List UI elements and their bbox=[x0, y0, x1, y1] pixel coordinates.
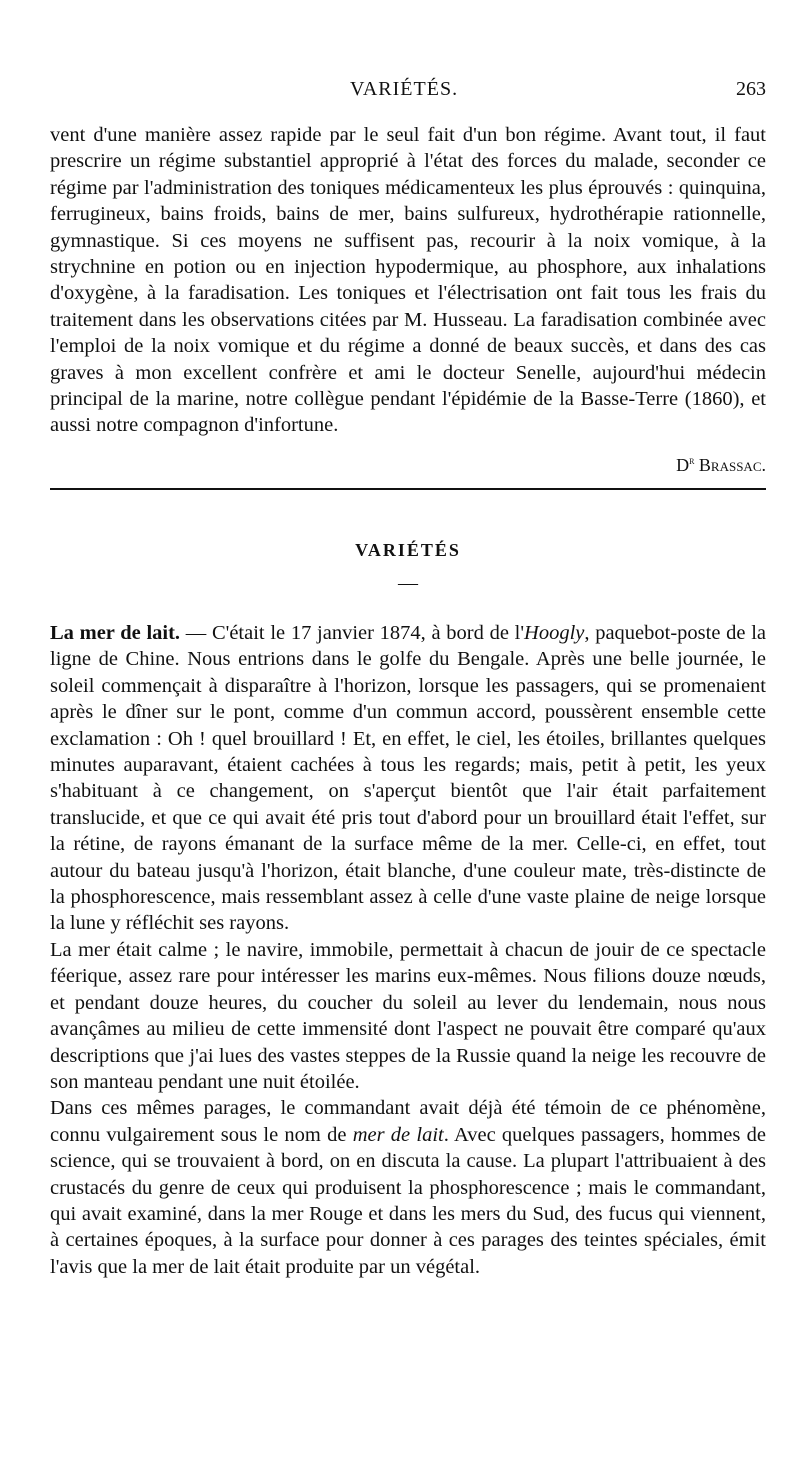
section-title: VARIÉTÉS bbox=[355, 540, 461, 560]
continued-paragraph bbox=[50, 122, 766, 439]
paragraph: vent d'une manière assez rapide par le seul fait d'un bon régime. Avant tout, il faut prescrire un régime substantiel approprié à l'état des forces du malade, seconder ce régime par l'administration des toniques médicamenteux les plus éprouvés : quinquina, ferrugineux, bains froids, bains de mer, bains sulfureux, hydrothérapie rationnelle, gymnastique. Si ces moyens ne suffisent pas, recourir à la noix vomique, à la strychnine en potion ou en injection hypodermique, au phosphore, aux inhalations d'oxygène, à la faradisation. Les toniques et l'électrisation ont fait tous les frais du traitement dans les observations citées par M. Husseau. La faradisation combinée avec l'emploi de la noix vomique et du régime a donné de beaux succès, et dans des cas graves à mon excellent confrère et ami le docteur Senelle, aujourd'hui médecin principal de la marine, notre collègue pendant l'épidémie de la Basse-Terre (1860), et aussi notre compagnon d'infortune. bbox=[50, 124, 766, 437]
article-paragraph-1: La mer de lait. — C'était le 17 janvier 1874, à bord de l'Hoogly, paquebot-poste de la ligne de Chine. Nous entrions dans le golfe du Bengale. Après une belle journée, le soleil commençait à disparaître à l'horizon, lorsque les passagers, qui se promenaient après le dîner sur le pont, comme d'un commun accord, poussèrent ensemble cette exclamation : Oh ! quel brouillard ! Et, en effet, le ciel, les étoiles, brillantes quelques minutes auparavant, étaient cachées à tous les regards; mais, petit à petit, les yeux s'habituant à ce changement, on s'aperçut bientôt que l'air était parfaitement translucide, et que ce qui avait été pris tout d'abord pour un brouillard était l'effet, sur la rétine, de rayons émanant de la surface même de la mer. Celle-ci, en effet, tout autour du bateau jusqu'à l'horizon, était blanche, d'une couleur mate, très-distincte de la phosphorescence, mais ressemblant assez à celle d'une vaste plaine de neige lorsque la lune y réfléchit ses rayons. bbox=[50, 622, 767, 935]
author-signature bbox=[676, 455, 766, 476]
article-body bbox=[50, 620, 766, 1280]
ship-name: Hoogly bbox=[524, 622, 585, 644]
signature-title: $D^r$ bbox=[676, 455, 695, 475]
article-paragraph-3: Dans ces mêmes parages, le commandant avait déjà été témoin de ce phénomène, connu vulgairement sous le nom de mer de lait. Avec quelques passagers, hommes de science, qui se trouvaient à bord, on en discuta la cause. La plupart l'attribuaient à des crustacés du genre de ceux qui produisent la phosphorescence ; mais le commandant, qui avait examiné, dans la mer Rouge et dans les mers du Sud, des fucus qui viennent, à certaines époques, à la surface pour donner à ces parages des teintes spéciales, émit l'avis que la mer de lait était produite par un végétal. bbox=[50, 1097, 766, 1278]
signature-name: Brassac. bbox=[698, 455, 766, 475]
page-number: 263 bbox=[736, 78, 766, 100]
phenomenon-name: mer de lait bbox=[352, 1123, 444, 1146]
section-divider bbox=[50, 488, 766, 490]
page-header bbox=[50, 78, 766, 108]
article-title: La mer de lait. bbox=[50, 622, 181, 644]
running-title: VARIÉTÉS. bbox=[350, 78, 459, 100]
section-dash: — bbox=[398, 572, 418, 594]
article-paragraph-2: La mer était calme ; le navire, immobile, permettait à chacun de jouir de ce spectacle féerique, assez rare pour intéresser les marins eux-mêmes. Nous filions douze nœuds, et pendant douze heures, du coucher du soleil au lever du lendemain, nous nous avançâmes au milieu de cette immensité dont l'aspect ne pouvait être comparé qu'aux descriptions que j'ai lues des vastes steppes de la Russie quand la neige les recouvre de son manteau pendant une nuit étoilée. bbox=[50, 938, 766, 1093]
